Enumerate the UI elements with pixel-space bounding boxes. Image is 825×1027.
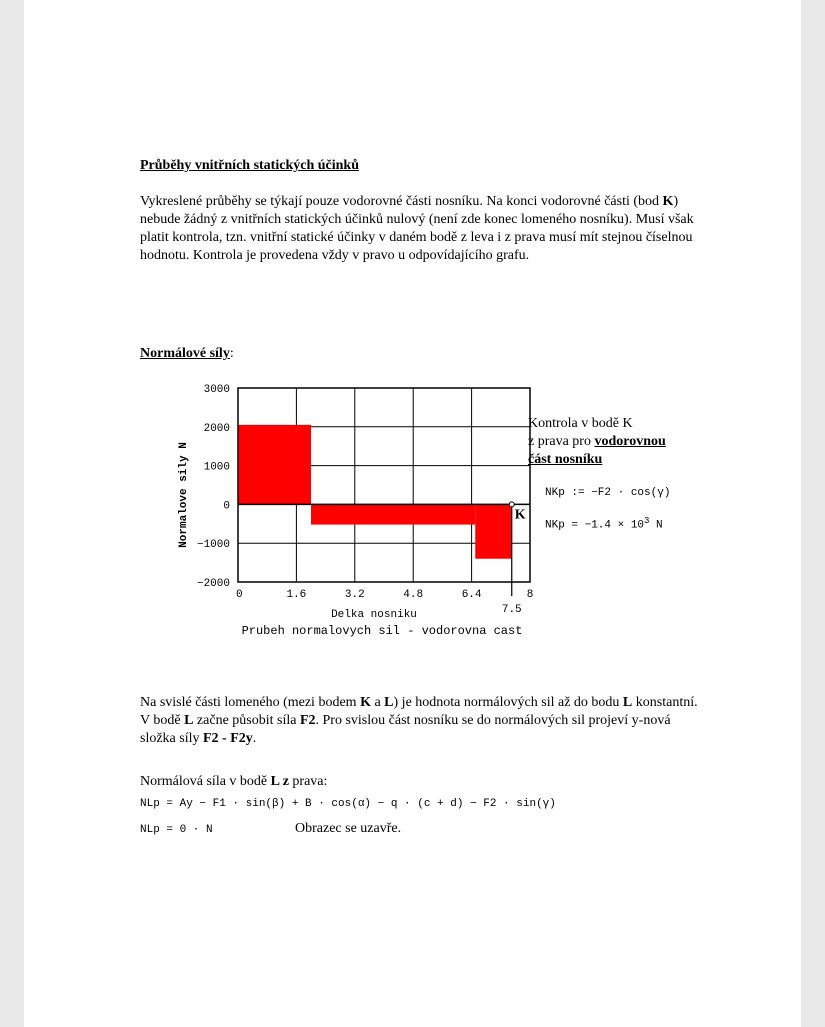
x-tick-label: 0 <box>236 589 243 601</box>
normal-heading <box>140 345 234 363</box>
x-axis-label: Delka nosniku <box>331 609 417 621</box>
intro-point-k: K <box>662 194 674 209</box>
normal-heading-colon: : <box>229 346 234 361</box>
p2-t2: a <box>370 695 385 710</box>
p2-l3: L <box>184 713 194 728</box>
pl-lz: L z <box>270 774 289 789</box>
fill-segment-1 <box>238 425 311 505</box>
closing-note: Obrazec se uzavře. <box>295 821 402 836</box>
x-tick-label: 8 <box>526 589 534 601</box>
control-line-2-b: vodorovnou <box>594 434 666 449</box>
x-tick-labels <box>236 589 533 601</box>
p2-l: L <box>384 695 394 710</box>
p2-f2-f2y: F2 - F2y <box>203 731 253 746</box>
control-line-2 <box>528 433 666 451</box>
y-tick-label: −2000 <box>196 578 230 590</box>
p2-k: K <box>360 695 371 710</box>
x-tick-label: 3.2 <box>344 589 365 601</box>
control-line-2-a: z prava pro <box>528 434 595 449</box>
y-tick-label: 3000 <box>203 384 230 396</box>
y-tick-labels <box>197 384 230 590</box>
control-line-1: Kontrola v bodě K <box>528 416 633 431</box>
point-k-label: K <box>514 507 526 523</box>
p2-t3: ) je hodnota normálových sil až do bodu <box>393 695 623 710</box>
control-equation-2 <box>545 516 663 532</box>
y-tick-label: 2000 <box>203 422 230 435</box>
point-l-equation-1: NLp = Ay − F1 · sin(β) + B · cos(α) − q · (c + d) − F2 · sin(γ) <box>140 798 556 810</box>
p2-l2: L <box>622 695 633 710</box>
p2-t7: . <box>252 731 257 746</box>
intro-text-1: Vykreslené průběhy se týkají pouze vodorovné části nosníku. Na konci vodorovné části (bod <box>140 194 663 209</box>
y-tick-label: 0 <box>223 500 230 513</box>
point-k-marker <box>509 502 514 507</box>
point-l-equation-2: NLp = 0 · N <box>140 824 213 836</box>
fill-segment-2 <box>311 504 475 524</box>
vertical-part-paragraph <box>140 694 700 748</box>
x-tick-label: 4.8 <box>403 589 424 601</box>
eq2-unit: N <box>649 519 663 532</box>
p2-t4: konstantní. V bodě <box>140 695 698 728</box>
extra-tick-label: 7.5 <box>501 604 522 616</box>
section-title: Průběhy vnitřních statických účinků <box>140 158 359 173</box>
intro-paragraph <box>140 193 700 265</box>
control-line-3: část nosníku <box>528 452 603 467</box>
fill-segment-3 <box>475 504 512 558</box>
p2-t1: Na svislé části lomeného (mezi bodem <box>140 695 361 710</box>
intro-text-2: ) nebude žádný z vnitřních statických účinků nulový (není zde konec lomeného nosníku). Musí však platit kontrola, tzn. vnitřní statické účinky v daném bodě z leva i z prava musí mít stejnou číselnou hodnotu. Kontrola je provedena vždy v pravo u odpovídajícího grafu. <box>140 194 694 263</box>
pl-t1: Normálová síla v bodě <box>140 774 271 789</box>
normal-force-chart <box>150 378 550 643</box>
y-tick-label: −1000 <box>196 539 230 552</box>
point-l-heading <box>140 773 327 791</box>
eq2-exponent: 3 <box>644 516 650 526</box>
x-tick-label: 6.4 <box>461 589 482 601</box>
y-axis-label: Normalove sily N <box>178 442 190 548</box>
p2-t5: začne působit síla <box>193 713 300 728</box>
control-block <box>528 415 666 469</box>
normal-heading-text: Normálové síly <box>140 346 230 361</box>
p2-f2: F2 <box>299 713 316 728</box>
control-equation-1: NKp := −F2 · cos(γ) <box>545 487 671 499</box>
eq2-base: NKp = −1.4 × 10 <box>545 519 645 532</box>
pl-t2: prava: <box>288 774 328 789</box>
document-page <box>24 0 801 1027</box>
chart-title: Prubeh normalovych sil - vodorovna cast <box>241 624 523 638</box>
y-tick-label: 1000 <box>203 461 230 474</box>
p2-t6: . Pro svislou část nosníku se do normálových sil projeví y-nová složka síly <box>140 713 671 746</box>
x-tick-label: 1.6 <box>286 589 307 601</box>
chart-fills <box>238 425 512 559</box>
